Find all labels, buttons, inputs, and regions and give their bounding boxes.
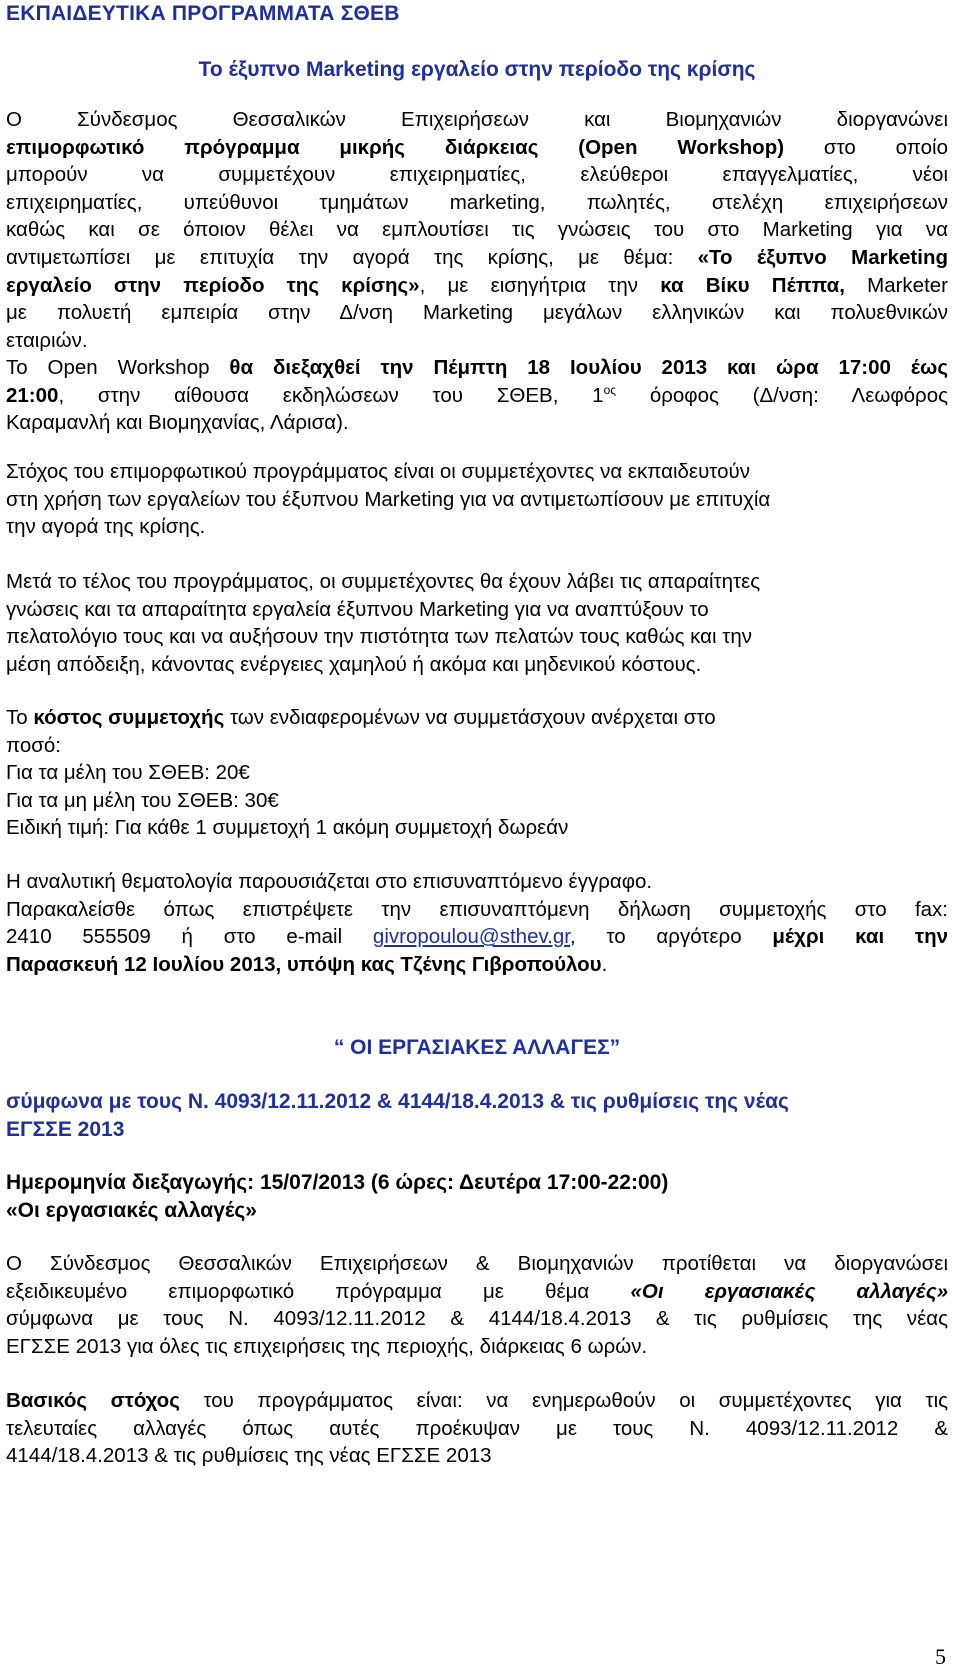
program-title: Το έξυπνο Marketing εργαλείο στην περίοδο της κρίσης (198, 58, 756, 81)
email-link[interactable]: givropoulou@sthev.gr (372, 925, 570, 949)
law-reference: σύμφωνα με τους Ν. 4093/12.11.2012 & 4144/18.4.2013 & τις ρυθμίσεις της νέας ΕΓΣΣΕ 2013 (6, 1090, 789, 1141)
cost-paragraph: Το κόστος συμμετοχής των ενδιαφερομένων να συμμετάσχουν ανέρχεται στο ποσό: Για τα μέλη του ΣΘΕΒ: 20€ Για τα μη μέλη του ΣΘΕΒ: 30€ Ειδική τιμή: Για κάθε 1 συμμετοχή 1 ακόμη συμμετοχή δωρεάν (6, 704, 948, 842)
registration-paragraph: Η αναλυτική θεματολογία παρουσιάζεται στο επισυναπτόμενο έγγραφο. Παρακαλείσθε όπως επιστρέψετε την επισυναπτόμενη δήλωση συμμετοχής στο fax: 2410 555509 ή στο e-mail givropoulou@sthev.gr, το αργότερο μέχρι και την Παρασκευή 12 Ιουλίου 2013, υπόψη κας Τζένης Γιβροπούλου. (6, 870, 948, 976)
schedule-heading: Ημερομηνία διεξαγωγής: 15/07/2013 (6 ώρες: Δευτέρα 17:00-22:00) «Οι εργασιακές αλλαγές» (6, 1171, 669, 1222)
intro-paragraph: Ο Σύνδεσμος Θεσσαλικών Επιχειρήσεων και Βιομηχανιών διοργανώνει επιμορφωτικό πρόγραμμα μικρής διάρκειας (Open Workshop) στο οποίο μπορούν να συμμετέχουν επιχειρηματίες, ελεύθεροι επαγγελματίες, νέοι επιχειρηματίες, υπεύθυνοι τμημάτων marketing, πωλητές, στελέχη επιχειρήσεων καθώς και σε όποιον θέλει να εμπλουτίσει τις γνώσεις του στο Marketing για να αντιμετωπίσει με επιτυχία την αγορά της κρίσης, με θέμα: «Το έξυπνο Marketing εργαλείο στην περίοδο της κρίσης», με εισηγήτρια την κα Βίκυ Πέππα, Marketer με πολυετή εμπειρία στην Δ/νση Marketing μεγάλων ελληνικών και πολυεθνικών εταιριών. (6, 108, 949, 352)
labor-program-paragraph: Ο Σύνδεσμος Θεσσαλικών Επιχειρήσεων & Βιομηχανιών προτίθεται να διοργανώσει εξειδικευμένο επιμορφωτικό πρόγραμμα με θέμα «Οι εργασιακές αλλαγές» σύμφωνα με τους Ν. 4093/12.11.2012 & 4144/18.4.2013 & τις ρυθμίσεις της νέας ΕΓΣΣΕ 2013 για όλες τις επιχειρήσεις της περιοχής, διάρκειας 6 ωρών. (6, 1252, 949, 1358)
goal-paragraph: Στόχος του επιμορφωτικού προγράμματος είναι οι συμμετέχοντες να εκπαιδευτούν στη χρήση των εργαλείων του έξυπνου Marketing για να αντιμετωπίσουν με επιτυχία την αγορά της κρίσης. (6, 460, 771, 539)
document-title: ΕΚΠΑΙΔΕΥΤΙΚΑ ΠΡΟΓΡΑΜΜΑΤΑ ΣΘΕΒ (6, 2, 400, 25)
non-member-price: Για τα μη μέλη του ΣΘΕΒ: 30€ (6, 788, 279, 812)
page-number: 5 (935, 1644, 946, 1669)
main-goal-paragraph: Βασικός στόχος του προγράμματος είναι: να ενημερωθούν οι συμμετέχοντες για τις τελευταίες αλλαγές όπως αυτές προέκυψαν με τους Ν. 4093/12.11.2012 & 4144/18.4.2013 & τις ρυθμίσεις της νέας ΕΓΣΣΕ 2013 (6, 1389, 948, 1468)
workshop-date-paragraph: Το Open Workshop θα διεξαχθεί την Πέμπτη 18 Ιουλίου 2013 και ώρα 17:00 έως 21:00, στην αίθουσα εκδηλώσεων του ΣΘΕΒ, $1^{o\varsigma}$ όροφος (Δ/νση: Λεωφόρος Καραμανλή και Βιομηχανίας, Λάρισα). (6, 356, 948, 435)
special-offer: Ειδική τιμή: Για κάθε 1 συμμετοχή 1 ακόμη συμμετοχή δωρεάν (6, 816, 569, 840)
outcome-paragraph: Μετά το τέλος του προγράμματος, οι συμμετέχοντες θα έχουν λάβει τις απαραίτητες γνώσεις και τα απαραίτητα εργαλεία έξυπνου Marketing για να αναπτύξουν το πελατολόγιο τους και να αυξήσουν την πιστότητα των πελατών τους καθώς και την μέση απόδειξη, κάνοντας ενέργειες χαμηλού ή ακόμα και μηδενικού κόστους. (6, 570, 761, 676)
member-price: Για τα μέλη του ΣΘΕΒ: 20€ (6, 761, 250, 785)
section-title: “ ΟΙ ΕΡΓΑΣΙΑΚΕΣ ΑΛΛΑΓΕΣ” (333, 1036, 621, 1059)
